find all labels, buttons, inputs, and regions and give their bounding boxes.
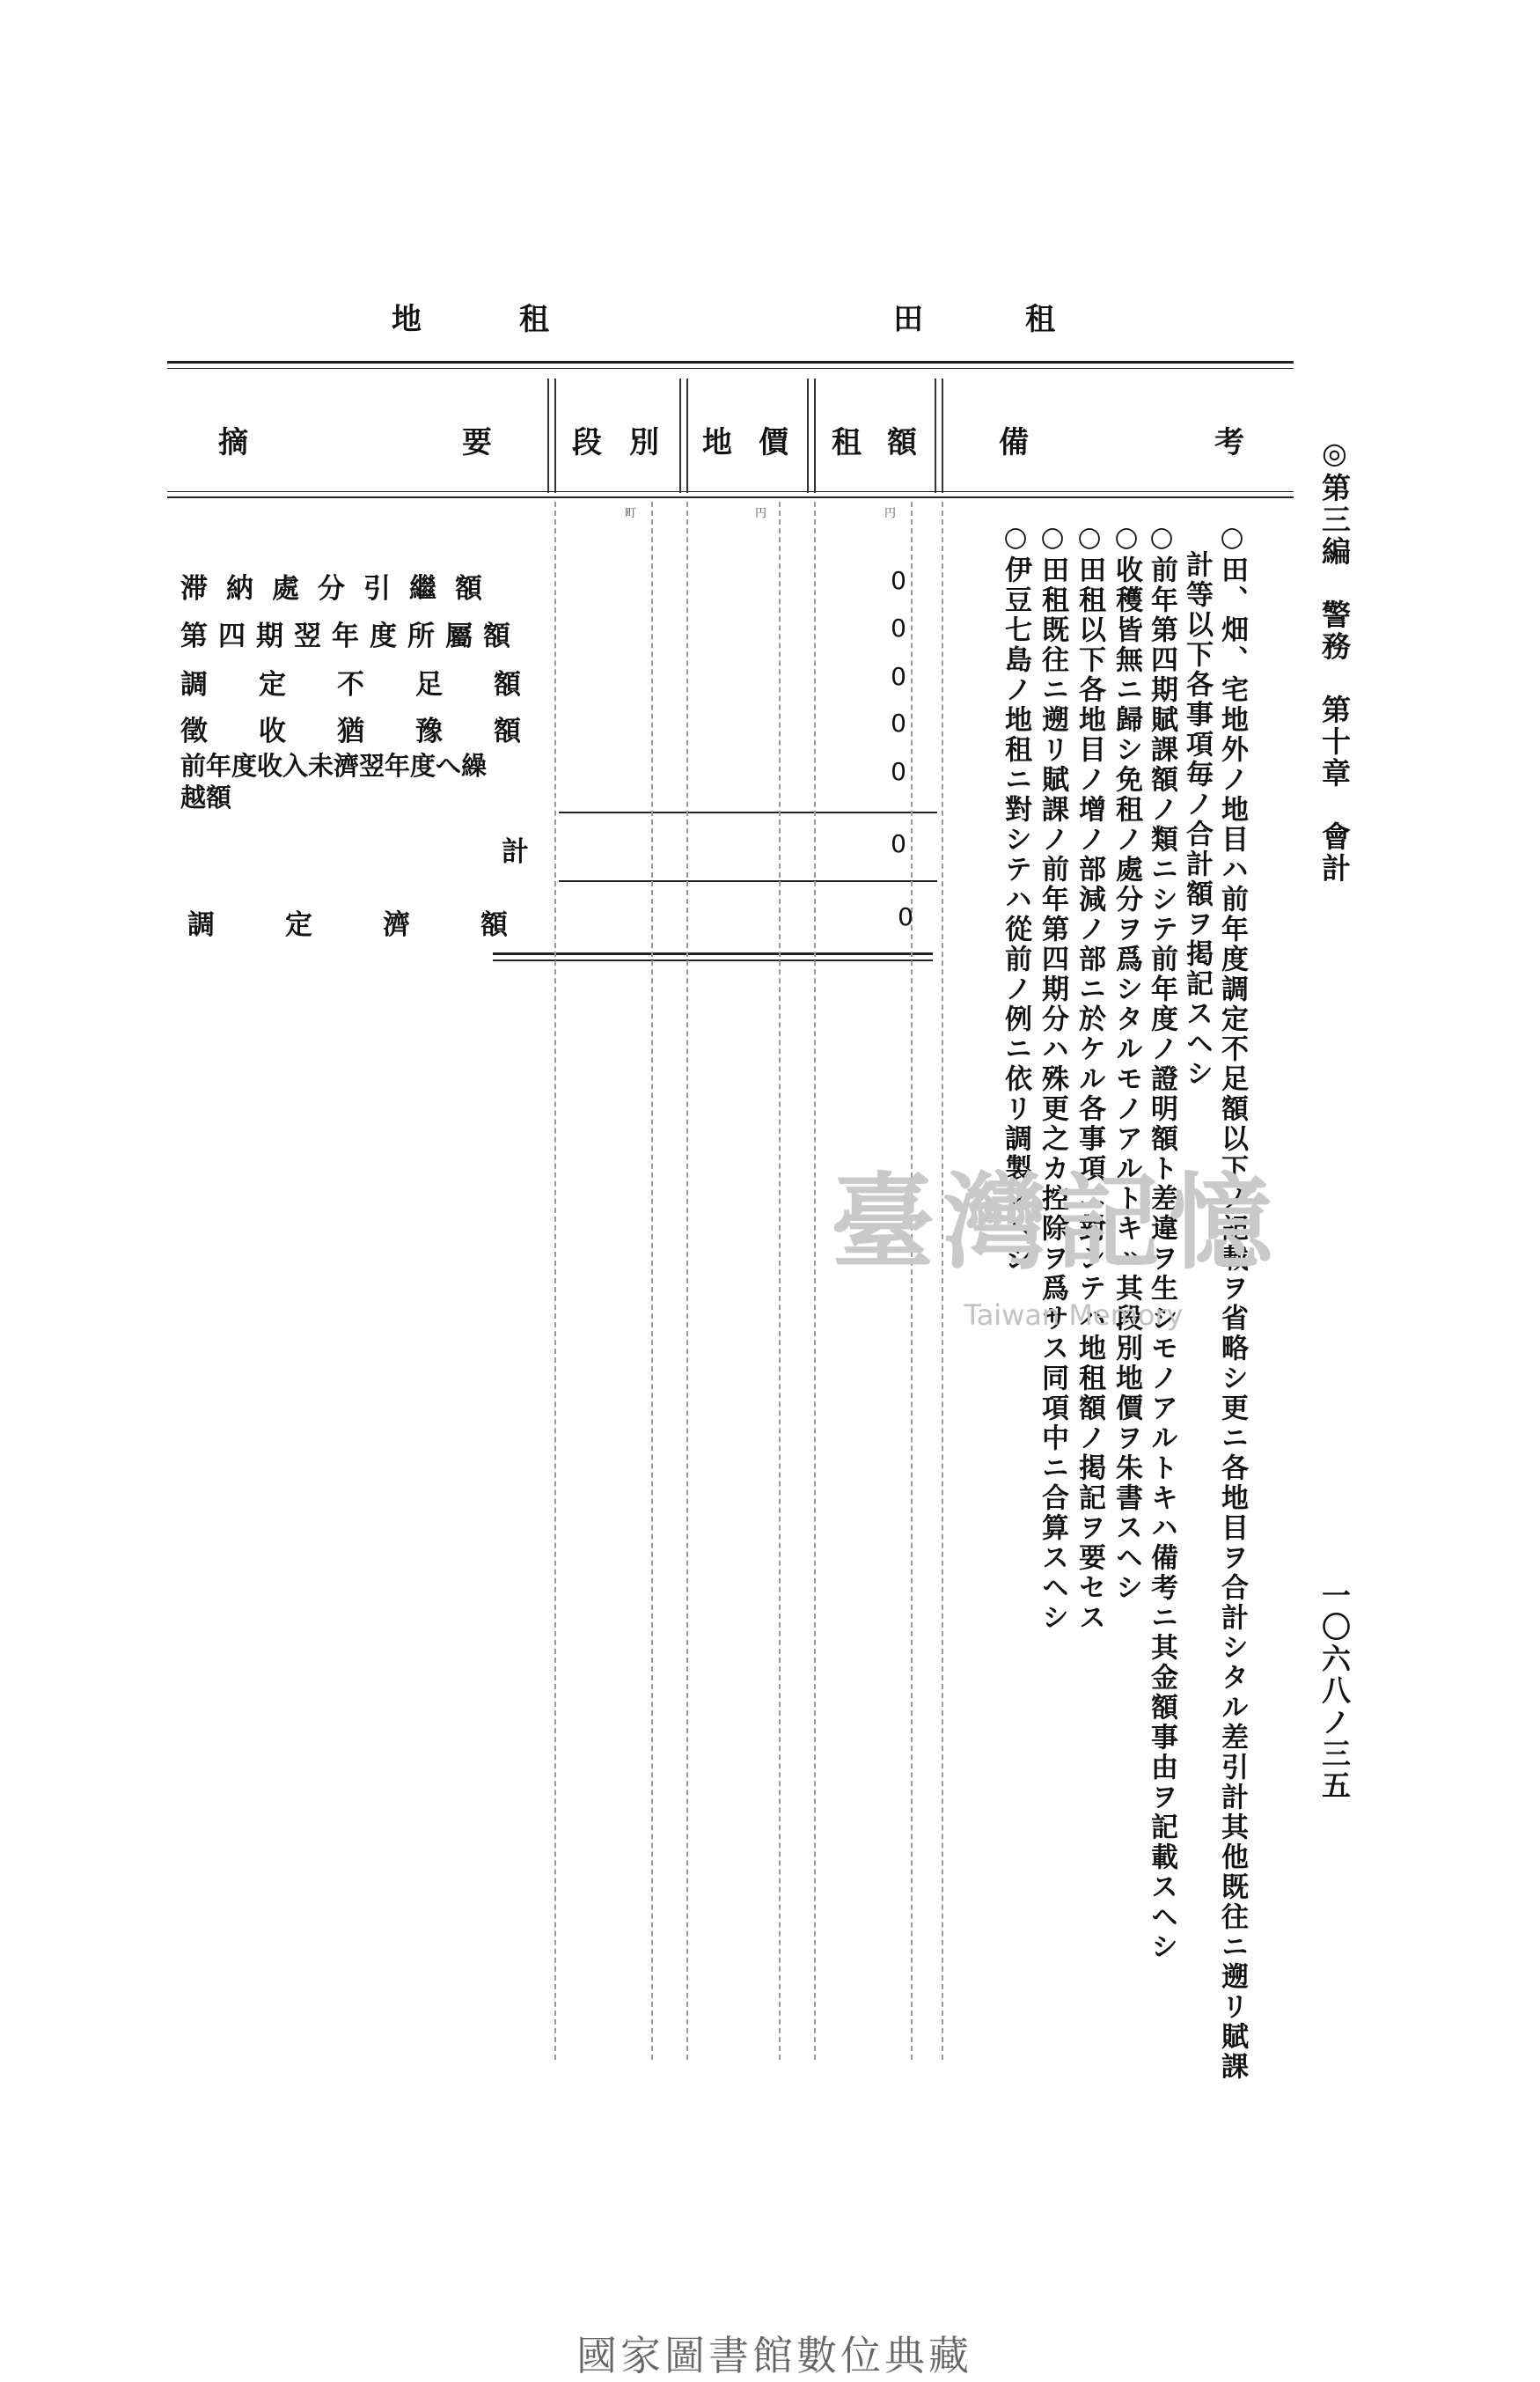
- col-price-char-1: 地: [702, 425, 732, 460]
- table-top-rule-2: [167, 368, 1294, 369]
- row-label-fourth-term: 第四期翌年度所屬額: [180, 621, 521, 652]
- settled-bottom-rule: [493, 952, 933, 955]
- body-line-2: [651, 502, 653, 2060]
- left-title-char-2: 租: [519, 302, 549, 337]
- total-top-rule: [559, 812, 937, 813]
- col-tax-char-2: 額: [887, 425, 917, 460]
- row-label-arrears: 滞納處分引繼額: [180, 573, 501, 605]
- right-title-char-2: 租: [1025, 302, 1055, 337]
- page-number: 一〇六八ノ三五: [1317, 1580, 1352, 1802]
- col-divider-tax-2: [942, 379, 943, 493]
- col-remarks-char-1: 備: [999, 425, 1029, 460]
- row-label-carryover-line2: 越額: [180, 783, 232, 812]
- unit-tax: 円: [884, 507, 897, 520]
- body-line-4: [779, 502, 781, 2060]
- table-top-rule: [167, 361, 1294, 364]
- note-5: ○田租既往ニ遡リ賦課ノ前年第四期分ハ殊更之カ控除ヲ爲サス同項中ニ合算スヘシ: [1037, 521, 1068, 1633]
- row-label-deferral: 徵收猶豫額: [180, 716, 572, 747]
- col-dan-char-1: 段: [572, 425, 602, 460]
- row-label-carryover-line1: 前年度收入未濟翌年度へ繰: [180, 751, 488, 781]
- row-label-settled: 調定濟額: [187, 909, 578, 941]
- row-label-total: 計: [502, 836, 529, 868]
- watermark-subtitle: Taiwan Memory: [964, 1298, 1184, 1332]
- row-value-settled: 0: [898, 902, 913, 931]
- footer-archive-label: 國家圖書館數位典藏: [576, 2332, 972, 2379]
- col-summary-char-1: 摘: [218, 425, 248, 460]
- col-divider-price-2: [814, 379, 816, 493]
- col-summary-char-2: 要: [462, 425, 492, 460]
- col-price-char-2: 價: [759, 425, 788, 460]
- note-1: ○田、畑、宅地外ノ地目ハ前年度調定不足額以下ノ記載ヲ省略シ更ニ各地目ヲ合計シタル差引計其他既往ニ遡リ賦課: [1216, 521, 1248, 2082]
- col-divider-dan-2: [686, 379, 688, 493]
- note-1-continued: 計等以下各事項毎ノ合計額ヲ掲記スヘシ: [1181, 550, 1213, 1089]
- col-tax-char-1: 租: [832, 425, 862, 460]
- row-value-shortfall: 0: [891, 662, 906, 691]
- total-bottom-rule: [559, 880, 937, 882]
- unit-price: 円: [755, 507, 767, 520]
- body-line-5: [814, 502, 816, 2060]
- col-divider-price: [807, 379, 809, 493]
- col-divider-dan: [679, 379, 681, 493]
- left-title-char-1: 地: [392, 302, 422, 337]
- row-label-shortfall: 調定不足額: [180, 669, 572, 701]
- col-divider-summary-2: [554, 379, 556, 493]
- note-3: ○收穫皆無ニ歸シ免租ノ處分ヲ爲シタルモノアルトキハ其段別地價ヲ朱書スヘシ: [1111, 521, 1142, 1603]
- col-dan-char-2: 別: [629, 425, 659, 460]
- row-value-deferral: 0: [891, 709, 906, 738]
- settled-bottom-rule-2: [493, 959, 933, 961]
- chapter-heading: ◎第三編 警務 第十章 會計: [1317, 436, 1352, 885]
- header-bottom-rule-2: [167, 496, 1294, 498]
- header-bottom-rule: [167, 491, 1294, 492]
- row-value-total: 0: [891, 829, 906, 858]
- row-value-arrears: 0: [891, 566, 906, 595]
- col-remarks-char-2: 考: [1214, 425, 1244, 460]
- right-title-char-1: 田: [893, 302, 923, 337]
- watermark-logo: 臺灣記憶: [830, 1161, 1281, 1283]
- row-value-fourth-term: 0: [891, 614, 906, 643]
- col-divider-summary: [547, 379, 549, 493]
- unit-dan: 町: [625, 507, 637, 520]
- row-value-carryover: 0: [891, 757, 906, 786]
- body-line-3: [686, 502, 688, 2060]
- note-6: ○伊豆七島ノ地租ニ對シテハ從前ノ例ニ依リ調製スヘシ: [1000, 521, 1031, 1274]
- note-2: ○前年第四期賦課額ノ類ニシテ前年度ノ證明額ト差違ヲ生シモノアルトキハ備考ニ其金額事由ヲ記載スヘシ: [1146, 521, 1177, 1962]
- note-4: ○田租以下各地目ノ增ノ部減ノ部ニ於ケル各事項ニ對シテハ地租額ノ掲記ヲ要セス: [1074, 521, 1105, 1633]
- col-divider-tax: [935, 379, 936, 493]
